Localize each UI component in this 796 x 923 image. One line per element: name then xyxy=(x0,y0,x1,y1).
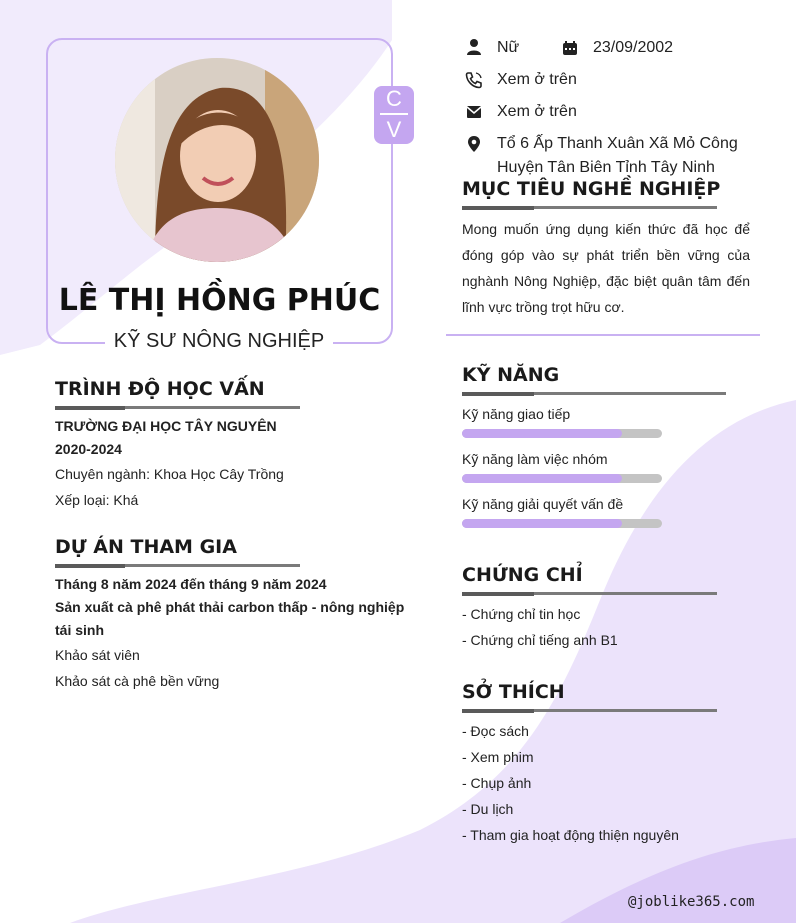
address-line-2: Huyện Tân Biên Tỉnh Tây Ninh xyxy=(497,159,715,176)
hobby-item: - Du lịch xyxy=(462,801,514,817)
school-years: 2020-2024 xyxy=(55,441,122,457)
project-role: Khảo sát viên xyxy=(55,647,140,663)
certificates-heading-rule xyxy=(462,592,717,595)
certificate-item: - Chứng chỉ tiếng anh B1 xyxy=(462,632,618,648)
education-heading-rule xyxy=(55,406,300,409)
cv-badge-top: C xyxy=(386,86,402,111)
skill-label: Kỹ năng giải quyết vấn đề xyxy=(462,496,624,512)
certificate-item: - Chứng chỉ tin học xyxy=(462,606,581,622)
hobbies-heading: SỞ THÍCH xyxy=(462,681,565,703)
objective-heading-rule xyxy=(462,206,717,209)
user-icon xyxy=(465,38,483,56)
skill-bar-fill xyxy=(462,519,622,528)
profile-photo xyxy=(115,58,319,262)
email-text: Xem ở trên xyxy=(497,103,577,120)
hobby-item: - Đọc sách xyxy=(462,723,529,739)
gender-text: Nữ xyxy=(497,39,520,56)
hobbies-heading-rule xyxy=(462,709,717,712)
skill-bar-fill xyxy=(462,429,622,438)
skill-bar xyxy=(462,429,662,438)
project-period: Tháng 8 năm 2024 đến tháng 9 năm 2024 xyxy=(55,576,327,592)
cv-badge xyxy=(374,86,414,144)
projects-heading: DỰ ÁN THAM GIA xyxy=(55,536,237,558)
education-heading: TRÌNH ĐỘ HỌC VẤN xyxy=(55,378,265,400)
project-name-line-1: Sản xuất cà phê phát thải carbon thấp - nông nghiệp xyxy=(55,599,405,615)
skill-bar-fill xyxy=(462,474,622,483)
project-name-line-2: tái sinh xyxy=(55,622,105,638)
skill-bar xyxy=(462,474,662,483)
phone-text: Xem ở trên xyxy=(497,71,577,88)
objective-text: Mong muốn ứng dụng kiến thức đã học để đóng góp vào sự phát triển bền vững của nghành Nông Nghiệp, đặc biệt quân tâm đến lĩnh vực trồng trọt hữu cơ. xyxy=(462,221,750,315)
skill-label: Kỹ năng giao tiếp xyxy=(462,406,571,422)
skill-label: Kỹ năng làm việc nhóm xyxy=(462,451,608,467)
major-text: Chuyên ngành: Khoa Học Cây Trồng xyxy=(55,466,284,482)
school-name: TRƯỜNG ĐẠI HỌC TÂY NGUYÊN xyxy=(55,418,277,434)
cv-badge-bottom: V xyxy=(386,117,402,142)
address-line-1: Tổ 6 Ấp Thanh Xuân Xã Mỏ Công xyxy=(497,135,738,152)
watermark-text: @joblike365.com xyxy=(628,894,755,910)
project-desc: Khảo sát cà phê bền vững xyxy=(55,673,220,689)
cv-badge-divider xyxy=(380,113,408,115)
calendar-icon xyxy=(561,39,579,57)
hobby-item: - Xem phim xyxy=(462,749,534,765)
certificates-heading: CHỨNG CHỈ xyxy=(462,564,583,586)
skills-heading-rule xyxy=(462,392,726,395)
hobby-item: - Chụp ảnh xyxy=(462,775,532,791)
section-divider xyxy=(446,334,760,336)
skill-bar xyxy=(462,519,662,528)
rank-text: Xếp loại: Khá xyxy=(55,492,139,508)
location-pin-icon xyxy=(465,135,483,153)
objective-heading: MỤC TIÊU NGHỀ NGHIỆP xyxy=(462,178,721,200)
phone-icon xyxy=(465,71,483,89)
projects-heading-rule xyxy=(55,564,300,567)
mail-icon xyxy=(465,103,483,121)
job-title: KỸ SƯ NÔNG NGHIỆP xyxy=(105,330,333,353)
birthday-text: 23/09/2002 xyxy=(593,39,674,56)
hobby-item: - Tham gia hoạt động thiện nguyên xyxy=(462,827,679,843)
skills-heading: KỸ NĂNG xyxy=(462,364,560,386)
candidate-name: LÊ THỊ HỒNG PHÚC xyxy=(58,283,381,318)
